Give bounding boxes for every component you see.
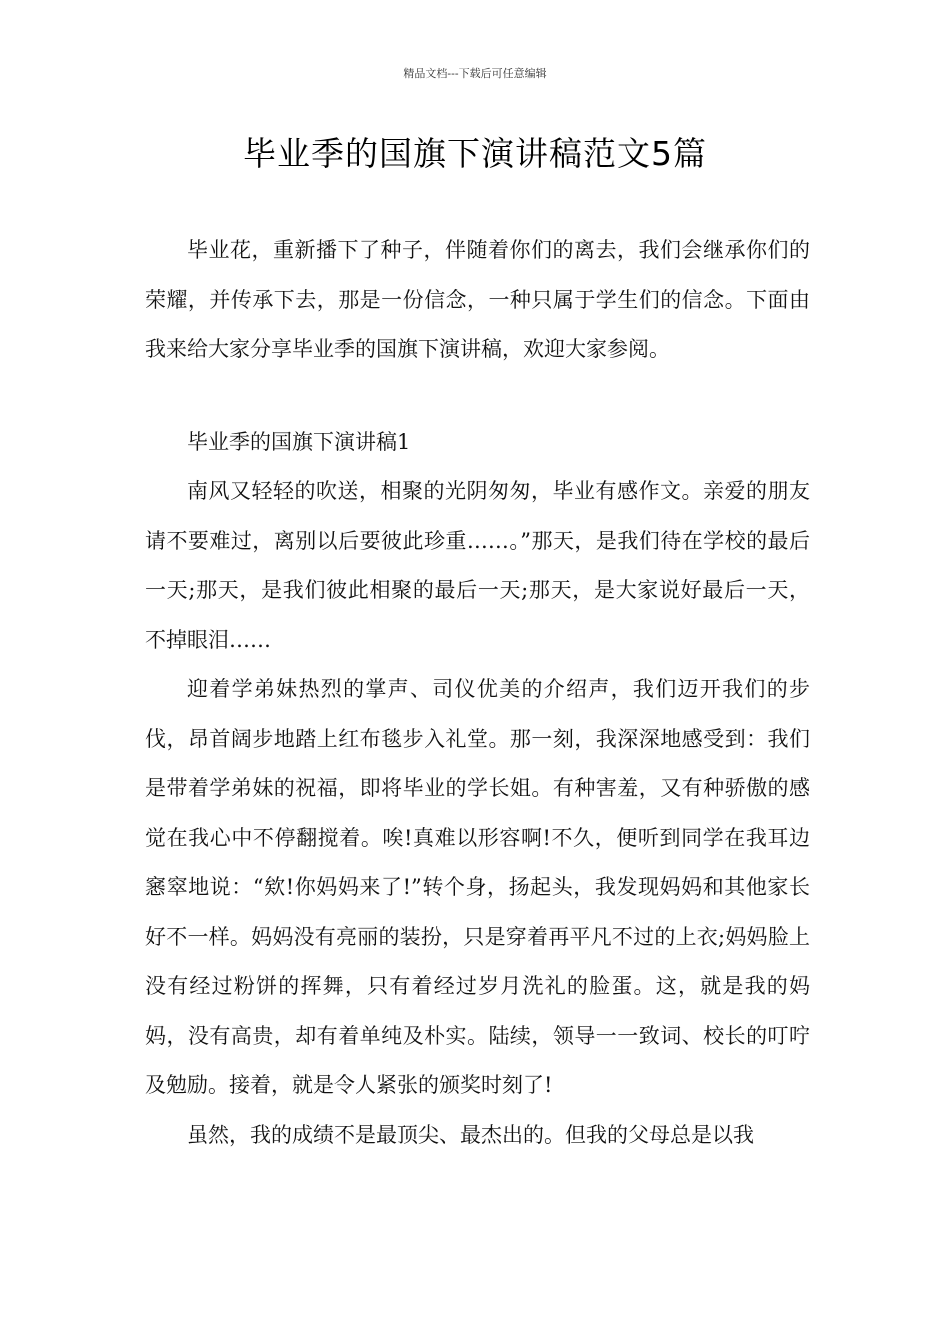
intro-paragraph: 毕业花，重新播下了种子，伴随着你们的离去，我们会继承你们的荣耀，并传承下去，那是一份信念，一种只属于学生们的信念。下面由我来给大家分享毕业季的国旗下演讲稿，欢迎大家参阅。	[145, 238, 810, 361]
document-title: 毕业季的国旗下演讲稿范文5篇	[243, 134, 707, 173]
section-heading: 毕业季的国旗下演讲稿1	[187, 429, 411, 454]
body-paragraph-3: 虽然，我的成绩不是最顶尖、最杰出的。但我的父母总是以我	[187, 1122, 754, 1147]
header-note: 精品文档---下载后可任意编辑	[403, 67, 547, 80]
body-paragraph-2: 迎着学弟妹热烈的掌声、司仪优美的介绍声，我们迈开我们的步伐，昂首阔步地踏上红布毯步入礼堂。那一刻，我深深地感受到：我们是带着学弟妹的祝福，即将毕业的学长姐。有种害羞，又有种骄傲的感觉在我心中不停翻搅着。唉!真难以形容啊!不久，便听到同学在我耳边窸窣地说：“欸!你妈妈来了!”转个身，扬起头，我发现妈妈和其他家长好不一样。妈妈没有亮丽的装扮，只是穿着再平凡不过的上衣;妈妈脸上没有经过粉饼的挥舞，只有着经过岁月洗礼的脸蛋。这，就是我的妈妈，没有高贵，却有着单纯及朴实。陆续，领导一一致词、校长的叮咛及勉励。接着，就是令人紧张的颁奖时刻了!	[145, 677, 810, 1097]
body-paragraph-1: 南风又轻轻的吹送，相聚的光阴匆匆，毕业有感作文。亲爱的朋友请不要难过，离别以后要彼此珍重……。”那天，是我们待在学校的最后一天;那天，是我们彼此相聚的最后一天;那天，是大家说好最后一天，不掉眼泪……	[145, 479, 810, 652]
document-body	[145, 226, 810, 1160]
